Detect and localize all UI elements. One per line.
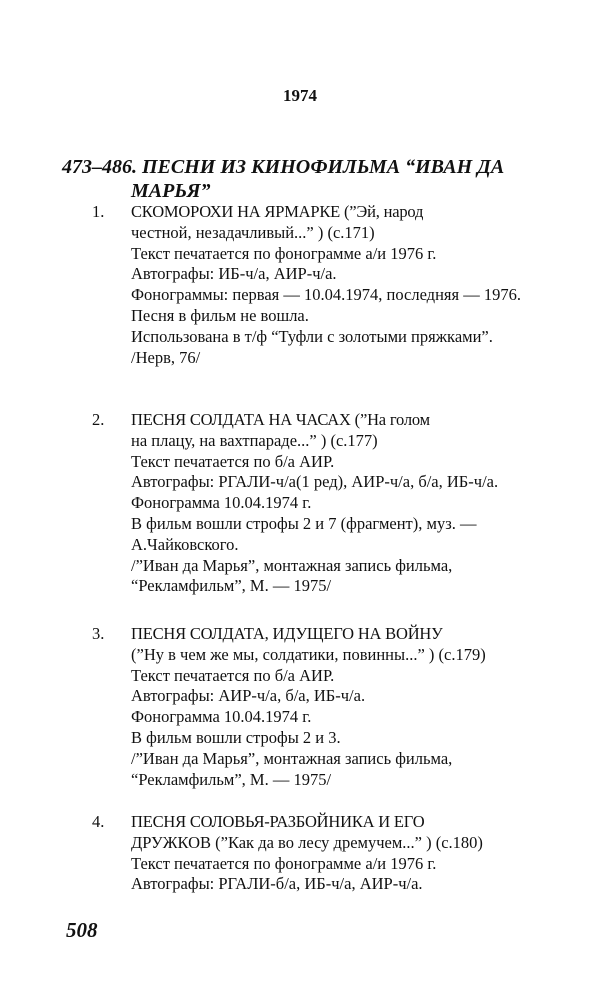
entry-note-line: А.Чайковского.	[131, 534, 239, 554]
entry-title-line: честной, незадачливый...” ) (с.171)	[131, 222, 375, 242]
entry-note-line: Песня в фильм не вошла.	[131, 305, 309, 325]
entry-number: 3.	[92, 624, 105, 643]
entry-note-line: Текст печатается по фонограмме а/и 1976 г.	[131, 243, 437, 263]
entry-4	[92, 812, 572, 895]
entry-note-line: Текст печатается по б/а АИР.	[131, 665, 335, 685]
entry-title-line: ДРУЖКОВ (”Как да во лесу дремучем...” ) (с.180)	[131, 832, 483, 852]
entry-note-line: Автографы: ИБ-ч/а, АИР-ч/а.	[131, 264, 337, 284]
section-title	[62, 155, 542, 203]
entry-number: 2.	[92, 410, 105, 429]
entry-note-line: В фильм вошли строфы 2 и 3.	[131, 727, 341, 747]
entry-title-line: ПЕСНЯ СОЛОВЬЯ-РАЗБОЙНИКА И ЕГО	[131, 812, 425, 831]
entry-note-line: “Рекламфильм”, М. — 1975/	[131, 769, 332, 789]
entry-note-line: Автографы: РГАЛИ-б/а, ИБ-ч/а, АИР-ч/а.	[131, 874, 423, 894]
section-title-line-1: 473–486. ПЕСНИ ИЗ КИНОФИЛЬМА “ИВАН ДА	[62, 156, 505, 178]
entry-title-line: ПЕСНЯ СОЛДАТА, ИДУЩЕГО НА ВОЙНУ	[131, 624, 443, 643]
entry-number: 1.	[92, 202, 105, 221]
entry-note-line: Фонограмма 10.04.1974 г.	[131, 493, 312, 513]
entry-note-line: /”Иван да Марья”, монтажная запись фильма,	[131, 748, 453, 768]
section-title-line-2: МАРЬЯ”	[131, 180, 211, 202]
entry-note-line: Фонограмма 10.04.1974 г.	[131, 707, 312, 727]
entry-title-line: СКОМОРОХИ НА ЯРМАРКЕ (”Эй, народ	[131, 202, 424, 221]
entry-note-line: В фильм вошли строфы 2 и 7 (фрагмент), муз. —	[131, 513, 477, 533]
entry-note-line: /”Иван да Марья”, монтажная запись фильма,	[131, 555, 453, 575]
entry-note-line: Автографы: АИР-ч/а, б/а, ИБ-ч/а.	[131, 686, 366, 706]
year-heading: 1974	[283, 86, 317, 105]
entry-3	[92, 624, 572, 790]
entry-number: 4.	[92, 812, 105, 831]
entry-note-line: Использована в т/ф “Туфли с золотыми пряжками”.	[131, 326, 493, 346]
entry-note-line: “Рекламфильм”, М. — 1975/	[131, 576, 332, 596]
entry-1	[92, 202, 572, 368]
entry-note-line: Автографы: РГАЛИ-ч/а(1 ред), АИР-ч/а, б/а, ИБ-ч/а.	[131, 472, 499, 492]
entry-note-line: Текст печатается по б/а АИР.	[131, 451, 335, 471]
entry-note-line: /Нерв, 76/	[131, 347, 201, 367]
page-number: 508	[66, 918, 98, 942]
entry-2	[92, 410, 572, 597]
entry-note-line: Фонограммы: первая — 10.04.1974, последняя — 1976.	[131, 285, 521, 305]
entry-title-line: на плацу, на вахтпараде...” ) (с.177)	[131, 430, 378, 450]
entry-title-line: (”Ну в чем же мы, солдатики, повинны...” ) (с.179)	[131, 644, 486, 664]
entry-title-line: ПЕСНЯ СОЛДАТА НА ЧАСАХ (”На голом	[131, 410, 430, 429]
entry-note-line: Текст печатается по фонограмме а/и 1976 г.	[131, 853, 437, 873]
